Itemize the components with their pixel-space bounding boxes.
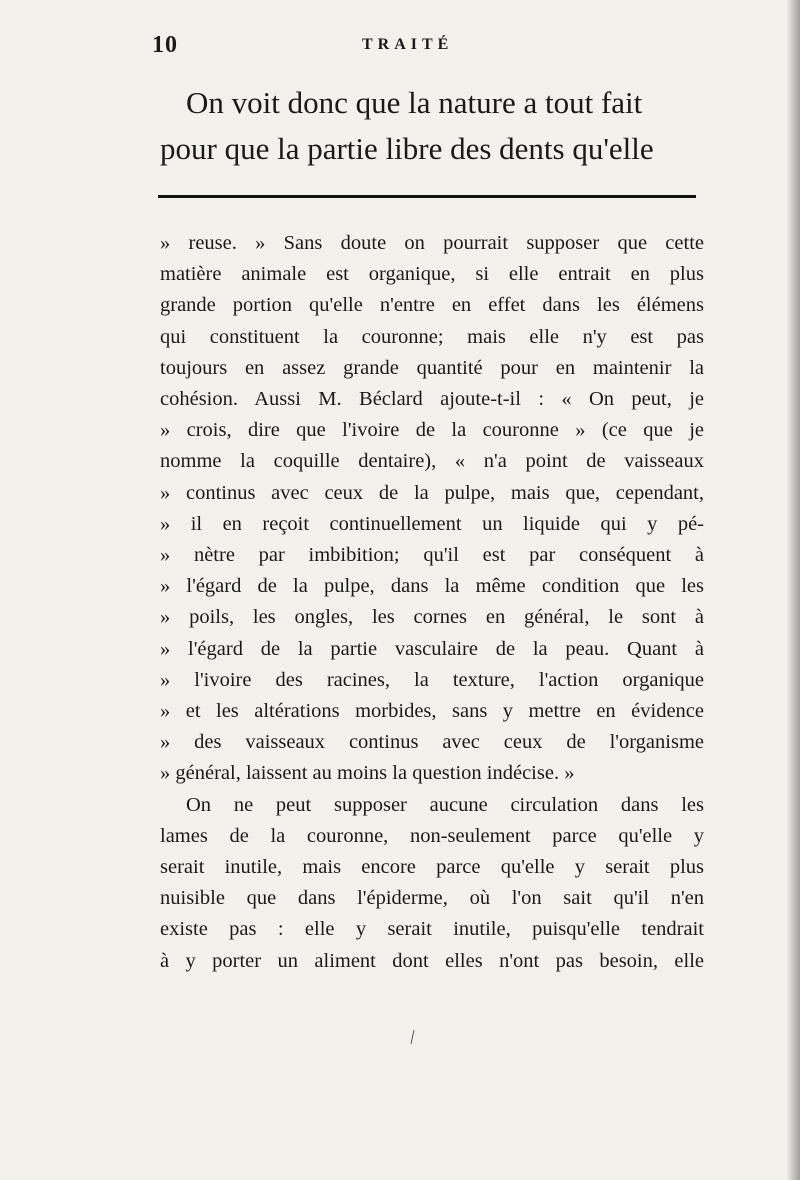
- horizontal-rule: [158, 195, 696, 198]
- text-line: toujours en assez grande quantité pour en maintenir la: [160, 356, 704, 379]
- text-line: » reuse. » Sans doute on pourrait supposer que cette: [160, 232, 704, 254]
- text-line: existe pas : elle y serait inutile, puisqu'elle tendrait: [160, 918, 704, 941]
- text-line: cohésion. Aussi M. Béclard ajoute-t-il : « On peut, je: [160, 388, 704, 411]
- text-line: » des vaisseaux continus avec ceux de l'organisme: [160, 731, 704, 754]
- text-line: » général, laissent au moins la question indécise. »: [160, 762, 575, 785]
- text-line: serait inutile, mais encore parce qu'elle y serait plus: [160, 856, 704, 879]
- text-line: » nètre par imbibition; qu'il est par conséquent à: [160, 544, 704, 567]
- text-line: On ne peut supposer aucune circulation dans les: [186, 793, 704, 816]
- page-edge-shadow: [786, 0, 800, 1180]
- text-line: à y porter un aliment dont elles n'ont pas besoin, elle: [160, 949, 704, 972]
- running-head: TRAITÉ: [362, 36, 454, 53]
- fragment-line: pour que la partie libre des dents qu'elle: [160, 131, 654, 166]
- text-line: » continus avec ceux de la pulpe, mais que, cependant,: [160, 481, 704, 504]
- text-line: » l'égard de la partie vasculaire de la peau. Quant à: [160, 637, 704, 660]
- fragment-line: On voit donc que la nature a tout fait: [186, 85, 643, 120]
- text-line: » et les altérations morbides, sans y mettre en évidence: [160, 700, 704, 723]
- stray-mark: [411, 1030, 415, 1044]
- text-line: matière animale est organique, si elle entrait en plus: [160, 263, 704, 286]
- text-line: » crois, dire que l'ivoire de la couronne » (ce que je: [160, 419, 704, 442]
- text-line: qui constituent la couronne; mais elle n'y est pas: [160, 325, 704, 348]
- text-line: » l'ivoire des racines, la texture, l'action organique: [160, 668, 704, 691]
- text-line: » l'égard de la pulpe, dans la même condition que les: [160, 575, 704, 598]
- page-number: 10: [152, 32, 178, 58]
- top-fragment: [160, 80, 700, 172]
- text-line: » poils, les ongles, les cornes en général, le sont à: [160, 606, 704, 629]
- text-line: grande portion qu'elle n'entre en effet dans les élémens: [160, 294, 704, 317]
- text-line: » il en reçoit continuellement un liquide qui y pé-: [160, 512, 704, 535]
- text-line: nuisible que dans l'épiderme, où l'on sait qu'il n'en: [160, 887, 704, 910]
- page-header: [152, 32, 692, 62]
- text-line: nomme la coquille dentaire), « n'a point de vaisseaux: [160, 450, 704, 473]
- text-line: lames de la couronne, non-seulement parce qu'elle y: [160, 824, 704, 847]
- body-text: [160, 228, 704, 977]
